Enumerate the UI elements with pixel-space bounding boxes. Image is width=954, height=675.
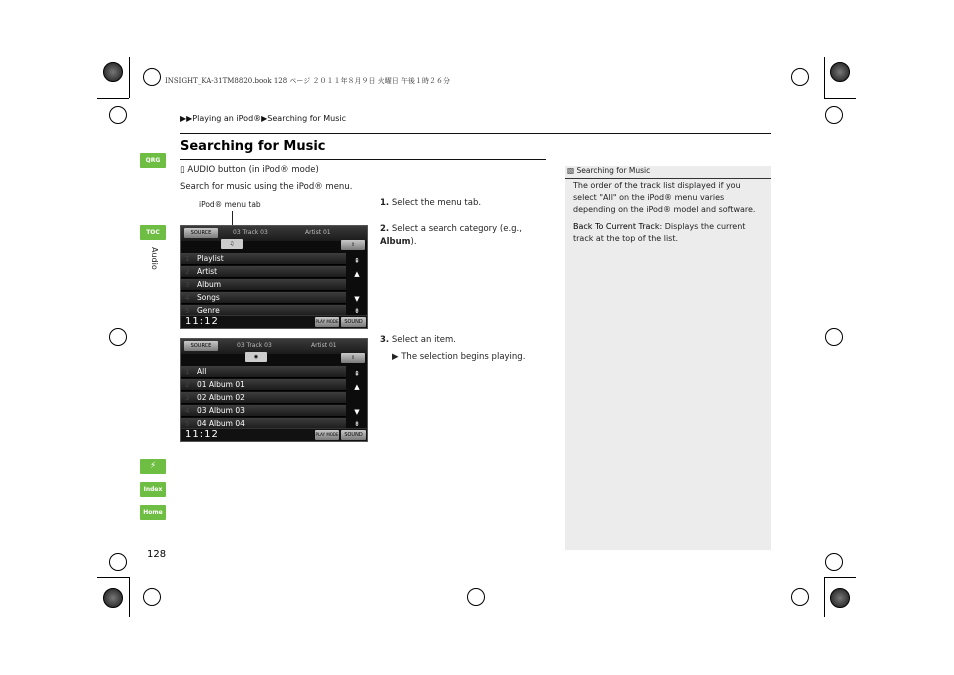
artist-label: Artist 01	[305, 229, 331, 236]
clock: 11:12	[185, 429, 219, 440]
list-item[interactable]: 2 01 Album 01	[181, 379, 346, 391]
play-mode-button[interactable]: PLAY MODE	[315, 317, 339, 327]
crop-line	[129, 57, 130, 98]
track-label: 03 Track 03	[237, 342, 272, 349]
ipod-menu-screen	[180, 225, 368, 329]
registration-target-left-upper	[109, 106, 127, 124]
step-2: 2. Select a search category (e.g., Album).	[380, 224, 522, 247]
header-rule	[180, 133, 771, 134]
list-item[interactable]: 1 All	[181, 366, 346, 378]
list-item[interactable]: 2 Artist	[181, 266, 346, 278]
sidebar-para-1: The order of the track list displayed if you select "All" on the iPod® menu varies depending on the iPod® model and software.	[573, 181, 756, 214]
note-icon: ▧	[567, 166, 577, 175]
scroll-down-icon[interactable]: ▼	[354, 408, 360, 416]
quick-access-icon[interactable]: ⚡	[140, 459, 166, 474]
scroll-up-icon[interactable]: ▲	[354, 383, 360, 391]
album-list-screen	[180, 338, 368, 442]
registration-target-bottom-right	[791, 588, 809, 606]
list-item[interactable]: 5 04 Album 04	[181, 418, 346, 430]
toc-tab[interactable]: TOC	[140, 225, 166, 240]
list-item[interactable]: 3 Album	[181, 279, 346, 291]
registration-disc-bottom-left	[103, 588, 123, 608]
ipod-menu-tab[interactable]: ♫	[221, 239, 243, 249]
registration-target-left-mid	[109, 328, 127, 346]
page-down-icon[interactable]: ⇟	[354, 307, 360, 315]
crop-line	[824, 577, 825, 617]
clock: 11:12	[185, 316, 219, 327]
back-button[interactable]: ⇧	[341, 353, 365, 363]
crop-line	[97, 98, 129, 99]
track-label: 03 Track 03	[233, 229, 268, 236]
page-up-icon[interactable]: ⇞	[354, 370, 360, 378]
registration-target-right-lower	[825, 553, 843, 571]
sidebar-rule	[565, 178, 771, 179]
button-press-icon: ▯	[180, 165, 188, 175]
step-1: 1. Select the menu tab.	[380, 198, 482, 208]
qrg-tab[interactable]: QRG	[140, 153, 166, 168]
print-header-line: INSIGHT_KA-31TM8820.book 128 ページ ２０１１年８月９日 火曜日 午後１時２６分	[165, 77, 450, 85]
sound-button[interactable]: SOUND	[341, 430, 366, 440]
callout-label: iPod® menu tab	[199, 200, 261, 209]
registration-target-top	[143, 68, 161, 86]
registration-target-left-lower	[109, 553, 127, 571]
scroll-down-icon[interactable]: ▼	[354, 295, 360, 303]
crop-line	[824, 577, 856, 578]
artist-label: Artist 01	[311, 342, 337, 349]
list-item[interactable]: 5 Genre	[181, 305, 346, 317]
step-3-result: ▶ The selection begins playing.	[392, 352, 526, 362]
list-item[interactable]: 1 Playlist	[181, 253, 346, 265]
list-item[interactable]: 4 Songs	[181, 292, 346, 304]
registration-disc-top-right	[830, 62, 850, 82]
sound-button[interactable]: SOUND	[341, 317, 366, 327]
play-mode-button[interactable]: PLAY MODE	[315, 430, 339, 440]
sidebar-para-2: Back To Current Track: Displays the current track at the top of the list.	[573, 222, 746, 243]
source-button[interactable]: SOURCE	[184, 341, 218, 351]
intro-text: Search for music using the iPod® menu.	[180, 182, 353, 192]
registration-target-bottom-left	[143, 588, 161, 606]
back-button[interactable]: ⇧	[341, 240, 365, 250]
category-tab[interactable]: ◉	[245, 352, 267, 362]
section-label-audio: Audio	[150, 247, 159, 270]
registration-disc-bottom-right	[830, 588, 850, 608]
breadcrumb[interactable]: ▶▶Playing an iPod®▶Searching for Music	[180, 114, 347, 123]
list-item[interactable]: 3 02 Album 02	[181, 392, 346, 404]
registration-target-top-right	[791, 68, 809, 86]
index-tab[interactable]: Index	[140, 482, 166, 497]
page-down-icon[interactable]: ⇟	[354, 420, 360, 428]
step-3: 3. Select an item.	[380, 335, 456, 345]
registration-target-bottom-center	[467, 588, 485, 606]
page-up-icon[interactable]: ⇞	[354, 257, 360, 265]
title-rule	[180, 159, 546, 160]
crop-line	[129, 577, 130, 617]
registration-target-right-mid	[825, 328, 843, 346]
crop-line	[824, 57, 825, 98]
page-number: 128	[147, 549, 167, 560]
list-item[interactable]: 4 03 Album 03	[181, 405, 346, 417]
scroll-up-icon[interactable]: ▲	[354, 270, 360, 278]
registration-disc-top-left	[103, 62, 123, 82]
page-title: Searching for Music	[180, 139, 326, 154]
sidebar-heading: ▧ Searching for Music	[567, 166, 651, 175]
audio-button-note: ▯ AUDIO button (in iPod® mode)	[180, 165, 319, 175]
crop-line	[97, 577, 129, 578]
source-button[interactable]: SOURCE	[184, 228, 218, 238]
home-tab[interactable]: Home	[140, 505, 166, 520]
crop-line	[824, 98, 856, 99]
registration-target-right-upper	[825, 106, 843, 124]
